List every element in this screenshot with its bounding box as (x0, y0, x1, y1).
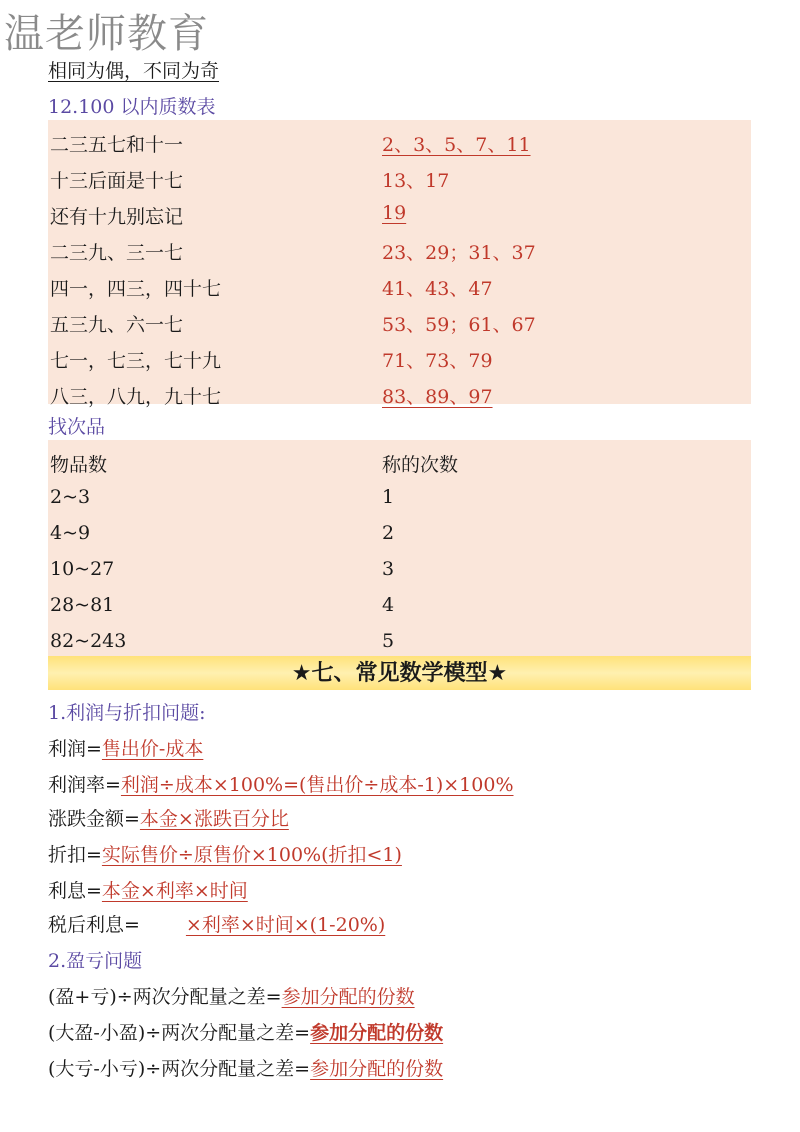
prime-section-title: 12.100 以内质数表 (48, 96, 216, 118)
items-cell: 10~27 (50, 558, 115, 580)
formula-value: 本金×利率×时间 (101, 880, 248, 902)
formula-value: 实际售价÷原售价×100%(折扣<1) (101, 844, 402, 866)
formula-value: 售出价-成本 (101, 738, 204, 760)
times-cell: 3 (382, 558, 395, 580)
times-cell: 4 (382, 594, 395, 616)
table-row (48, 268, 751, 304)
table-row (48, 480, 751, 516)
table-row (48, 196, 751, 232)
formula-line (48, 1020, 443, 1046)
formula-label: 折扣= (48, 844, 102, 866)
formula-value: 参加分配的份数 (281, 986, 415, 1008)
table-row (48, 304, 751, 340)
formula-label: 涨跌金额= (48, 808, 140, 830)
formula-label: 利润率= (48, 774, 121, 796)
surplus-section-title: 2.盈亏问题 (48, 950, 143, 972)
formula-value: 参加分配的份数 (310, 1022, 444, 1044)
watermark: 温老师教育 (4, 11, 209, 57)
items-cell: 2~3 (50, 486, 91, 508)
table-row (48, 624, 751, 660)
primes-cell: 23、29；31、37 (382, 242, 536, 264)
formula-label: (盈+亏)÷两次分配量之差= (48, 986, 282, 1008)
header-items: 物品数 (50, 454, 108, 476)
formula-line (48, 736, 203, 762)
formula-label: (大盈-小盈)÷两次分配量之差= (48, 1022, 311, 1044)
defect-table (48, 440, 751, 656)
primes-cell: 2、3、5、7、11 (382, 134, 531, 156)
table-header-row (48, 444, 751, 480)
formula-line (48, 1056, 443, 1082)
primes-cell: 83、89、97 (382, 386, 493, 408)
formula-line (48, 806, 289, 832)
table-row (48, 232, 751, 268)
rhyme-cell: 七一，七三，七十九 (50, 350, 222, 372)
table-row (48, 516, 751, 552)
table-row (48, 552, 751, 588)
rhyme-cell: 八三，八九，九十七 (50, 386, 222, 408)
defect-section-title: 找次品 (48, 416, 106, 438)
items-cell: 4~9 (50, 522, 91, 544)
table-row (48, 340, 751, 376)
formula-line (48, 842, 402, 868)
times-cell: 5 (382, 630, 395, 652)
formula-line (48, 984, 415, 1010)
items-cell: 82~243 (50, 630, 127, 652)
formula-line (48, 912, 385, 938)
primes-cell: 71、73、79 (382, 350, 493, 372)
items-cell: 28~81 (50, 594, 115, 616)
table-row (48, 124, 751, 160)
primes-cell: 41、43、47 (382, 278, 493, 300)
formula-value: 本金×涨跌百分比 (139, 808, 289, 830)
table-row (48, 376, 751, 412)
formula-line (48, 772, 514, 798)
times-cell: 1 (382, 486, 395, 508)
header-times: 称的次数 (382, 454, 459, 476)
rhyme-cell: 五三九、六一七 (50, 314, 184, 336)
table-row (48, 160, 751, 196)
formula-value: 参加分配的份数 (310, 1058, 444, 1080)
rhyme-cell: 二三五七和十一 (50, 134, 184, 156)
primes-cell: 53、59；61、67 (382, 314, 536, 336)
formula-label: 税后利息= (48, 914, 140, 936)
rhyme-cell: 十三后面是十七 (50, 170, 184, 192)
formula-line (48, 878, 248, 904)
times-cell: 2 (382, 522, 395, 544)
table-row (48, 588, 751, 624)
prime-table (48, 120, 751, 408)
formula-label: (大亏-小亏)÷两次分配量之差= (48, 1058, 311, 1080)
formula-label: 利润= (48, 738, 102, 760)
primes-cell: 13、17 (382, 170, 450, 192)
primes-cell: 19 (382, 202, 407, 224)
intro-line: 相同为偶，不同为奇 (48, 60, 220, 82)
rhyme-cell: 还有十九别忘记 (50, 206, 184, 228)
formula-label: 利息= (48, 880, 102, 902)
rhyme-cell: 二三九、三一七 (50, 242, 184, 264)
formula-value: 利润÷成本×100%=(售出价÷成本-1)×100% (120, 774, 514, 796)
rhyme-cell: 四一，四三，四十七 (50, 278, 222, 300)
section-banner: ★七、常见数学模型★ (48, 656, 751, 690)
profit-section-title: 1.利润与折扣问题: (48, 702, 206, 724)
formula-value: ×利率×时间×(1-20%) (185, 914, 386, 936)
